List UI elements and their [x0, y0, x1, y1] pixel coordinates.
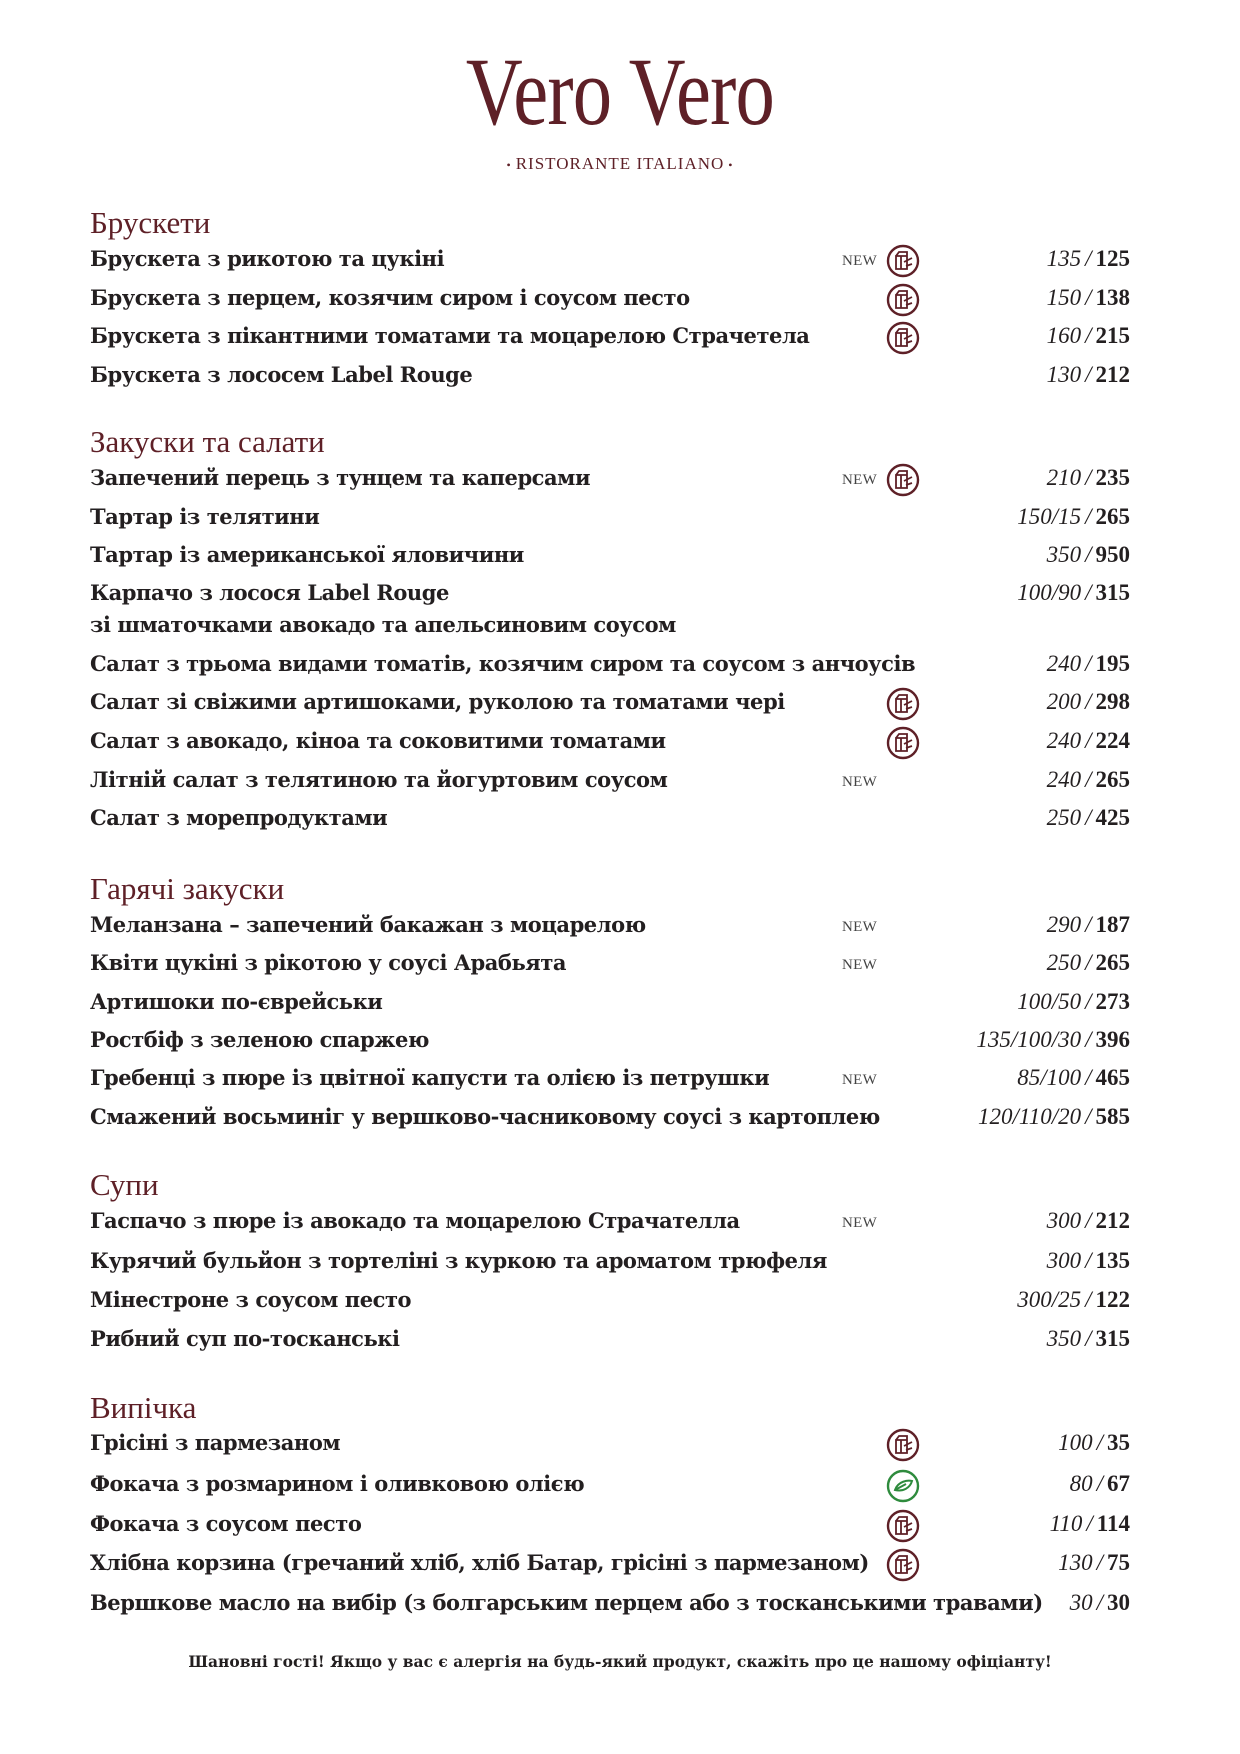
menu-item — [90, 1504, 1130, 1544]
dish-weight: 300 — [1046, 1208, 1082, 1233]
dish-name — [90, 951, 566, 975]
logo-title: Vero Vero — [465, 38, 775, 145]
dish-cost: 75 — [1107, 1550, 1130, 1575]
menu-item — [90, 278, 1130, 318]
dish-name-line: Артишоки по-єврейськи — [90, 989, 383, 1014]
menu-item — [90, 1543, 1130, 1583]
menu-item — [90, 1201, 1130, 1241]
section-title: Випічка — [90, 1390, 197, 1425]
dish-cost: 215 — [1095, 323, 1130, 348]
section-title: Гарячі закуски — [90, 871, 285, 906]
price-separator: / — [1085, 689, 1092, 714]
dish-name — [90, 1288, 411, 1312]
dish-price — [1017, 1066, 1130, 1090]
restaurant-logo — [0, 40, 1240, 174]
menu-item — [90, 682, 1130, 722]
dish-price — [1047, 543, 1130, 567]
menu-item — [90, 1319, 1130, 1359]
dish-weight: 85/100 — [1017, 1065, 1082, 1090]
price-separator: / — [1086, 1511, 1093, 1536]
menu-item — [90, 355, 1130, 395]
menu-item — [90, 905, 1130, 945]
dish-name — [90, 363, 472, 387]
price-separator: / — [1085, 465, 1092, 490]
dish-name — [90, 1105, 880, 1129]
new-badge: NEW — [842, 253, 878, 269]
dish-cost: 950 — [1095, 542, 1130, 567]
dish-weight: 100/90 — [1017, 580, 1082, 605]
dish-name — [90, 1591, 1043, 1615]
price-separator: / — [1096, 1590, 1103, 1615]
price-separator: / — [1085, 246, 1092, 271]
price-separator: / — [1085, 504, 1092, 529]
vegetarian-icon — [886, 687, 920, 721]
dish-name — [90, 1472, 584, 1496]
dish-name — [90, 806, 387, 830]
dish-cost: 138 — [1095, 285, 1130, 310]
dish-price — [1047, 729, 1130, 753]
dish-name — [90, 990, 382, 1014]
vegetarian-icon — [886, 321, 920, 355]
price-separator: / — [1085, 323, 1092, 348]
dish-price — [1047, 806, 1130, 830]
price-separator: / — [1085, 950, 1092, 975]
dish-cost: 273 — [1095, 989, 1130, 1014]
dish-name-line: Брускета з перцем, козячим сиром і соусом песто — [90, 285, 690, 310]
dish-name-line: Тартар із телятини — [90, 504, 320, 529]
section-title: Супи — [90, 1167, 159, 1202]
dish-name — [90, 1249, 827, 1273]
dish-name-line: Брускета з лососем Label Rouge — [90, 362, 473, 387]
menu-item — [90, 798, 1130, 838]
dish-cost: 135 — [1095, 1248, 1130, 1273]
menu-item — [90, 316, 1130, 356]
dish-weight: 250 — [1046, 805, 1082, 830]
dish-weight: 80 — [1069, 1471, 1093, 1496]
dish-weight: 30 — [1069, 1590, 1093, 1615]
dish-name — [90, 466, 590, 490]
dish-price — [1047, 363, 1130, 387]
new-badge: NEW — [842, 472, 878, 488]
dish-cost: 35 — [1107, 1430, 1130, 1455]
dish-name-line: Квіти цукіні з рікотою у соусі Арабьята — [90, 950, 567, 975]
dish-name-line: Вершкове масло на вибір (з болгарським перцем або з тосканськими травами) — [90, 1590, 1043, 1615]
section-title: Закуски та салати — [90, 424, 325, 459]
menu-item — [90, 1020, 1130, 1060]
dish-weight: 135 — [1046, 246, 1082, 271]
dish-name — [90, 324, 809, 348]
dish-weight: 240 — [1046, 651, 1082, 676]
bullet-icon: • — [728, 157, 734, 172]
menu-item — [90, 760, 1130, 800]
dish-cost: 195 — [1095, 651, 1130, 676]
dish-weight: 350 — [1046, 1326, 1082, 1351]
dish-cost: 235 — [1095, 465, 1130, 490]
dish-price — [976, 1028, 1130, 1052]
price-separator: / — [1085, 580, 1092, 605]
dish-description: зі шматочками авокадо та апельсиновим соусом — [90, 612, 676, 637]
dish-name — [90, 505, 319, 529]
dish-name-line: Рибний суп по-тосканські — [90, 1326, 400, 1351]
dish-name — [90, 543, 524, 567]
dish-weight: 350 — [1046, 542, 1082, 567]
dish-name-line: Гребенці з пюре із цвітної капусти та олією із петрушки — [90, 1065, 770, 1090]
dish-name-line: Салат з трьома видами томатів, козячим сиром та соусом з анчоусів — [90, 651, 916, 676]
menu-item — [90, 943, 1130, 983]
vegetarian-icon — [886, 1428, 920, 1462]
dish-name — [90, 581, 676, 637]
dish-price — [1017, 990, 1130, 1014]
dish-name-line: Салат з авокадо, кіноа та соковитими томатами — [90, 728, 666, 753]
new-badge: NEW — [842, 957, 878, 973]
dish-price — [1050, 1512, 1130, 1536]
dish-name — [90, 652, 915, 676]
dish-name-line: Смажений восьминіг у вершково-часниковому соусі з картоплею — [90, 1104, 880, 1129]
menu-item — [90, 239, 1130, 279]
dish-name — [90, 1066, 769, 1090]
menu-item — [90, 1280, 1130, 1320]
dish-weight: 250 — [1046, 950, 1082, 975]
vegetarian-icon — [886, 244, 920, 278]
menu-item — [90, 573, 1130, 637]
price-separator: / — [1085, 805, 1092, 830]
price-separator: / — [1085, 362, 1092, 387]
dish-price — [1047, 247, 1130, 271]
dish-name — [90, 286, 690, 310]
section-title: Брускети — [90, 205, 211, 240]
dish-weight: 100/50 — [1017, 989, 1082, 1014]
dish-weight: 120/110/20 — [978, 1104, 1082, 1129]
menu-item — [90, 1464, 1130, 1504]
dish-cost: 265 — [1095, 950, 1130, 975]
allergy-note: Шановні гості! Якщо у вас є алергія на будь-який продукт, скажіть про це нашому офіціанту! — [188, 1652, 1052, 1671]
dish-price — [1047, 286, 1130, 310]
vegetarian-icon — [886, 463, 920, 497]
dish-weight: 135/100/30 — [976, 1027, 1082, 1052]
dish-name — [90, 729, 666, 753]
menu-item — [90, 1058, 1130, 1098]
dish-cost: 465 — [1095, 1065, 1130, 1090]
dish-name — [90, 1431, 340, 1455]
dish-name-line: Фокача з соусом песто — [90, 1511, 362, 1536]
dish-price — [1058, 1551, 1130, 1575]
dish-weight: 130 — [1046, 362, 1082, 387]
dish-cost: 67 — [1107, 1471, 1130, 1496]
dish-weight: 150 — [1046, 285, 1082, 310]
price-separator: / — [1085, 1248, 1092, 1273]
logo-subtitle-text: RISTORANTE ITALIANO — [515, 154, 725, 173]
dish-weight: 300/25 — [1017, 1287, 1082, 1312]
dish-cost: 224 — [1095, 728, 1130, 753]
dish-name — [90, 1028, 429, 1052]
dish-name-line: Курячий бульйон з тортеліні з куркою та ароматом трюфеля — [90, 1248, 827, 1273]
dish-name — [90, 1551, 869, 1575]
dish-cost: 585 — [1095, 1104, 1130, 1129]
dish-name-line: Салат з морепродуктами — [90, 805, 388, 830]
dish-name — [90, 1512, 361, 1536]
menu-item — [90, 644, 1130, 684]
dish-cost: 212 — [1095, 362, 1130, 387]
dish-name-line: Карпачо з лосося Label Rouge — [90, 580, 449, 605]
dish-name-line: Меланзана – запечений бакажан з моцарелою — [90, 912, 646, 937]
dish-price — [1047, 1327, 1130, 1351]
vegetarian-icon — [886, 726, 920, 760]
dish-price — [1047, 466, 1130, 490]
price-separator: / — [1096, 1430, 1103, 1455]
dish-name-line: Запечений перець з тунцем та каперсами — [90, 465, 591, 490]
menu-item — [90, 1423, 1130, 1463]
menu-item — [90, 982, 1130, 1022]
dish-weight: 300 — [1046, 1248, 1082, 1273]
price-separator: / — [1085, 1287, 1092, 1312]
price-separator: / — [1085, 1027, 1092, 1052]
vegetarian-icon — [886, 283, 920, 317]
price-separator: / — [1085, 542, 1092, 567]
dish-weight: 150/15 — [1017, 504, 1082, 529]
new-badge: NEW — [842, 774, 878, 790]
dish-price — [1070, 1472, 1130, 1496]
dish-cost: 298 — [1095, 689, 1130, 714]
vegan-icon — [886, 1469, 920, 1503]
dish-price — [1047, 768, 1130, 792]
menu-item — [90, 1241, 1130, 1281]
dish-price — [1047, 1249, 1130, 1273]
dish-price — [1047, 324, 1130, 348]
dish-weight: 100 — [1058, 1430, 1093, 1455]
dish-cost: 425 — [1095, 805, 1130, 830]
price-separator: / — [1085, 728, 1092, 753]
dish-name-line: Літній салат з телятиною та йогуртовим соусом — [90, 767, 668, 792]
price-separator: / — [1085, 912, 1092, 937]
menu-item — [90, 721, 1130, 761]
price-separator: / — [1085, 989, 1092, 1014]
dish-cost: 315 — [1095, 1326, 1130, 1351]
dish-name-line: Брускета з пікантними томатами та моцарелою Страчетела — [90, 323, 810, 348]
new-badge: NEW — [842, 919, 878, 935]
dish-price — [978, 1105, 1130, 1129]
dish-name — [90, 1209, 740, 1233]
dish-price — [1047, 913, 1130, 937]
dish-name-line: Салат зі свіжими артишоками, руколою та томатами чері — [90, 689, 785, 714]
price-separator: / — [1085, 1065, 1092, 1090]
price-separator: / — [1085, 285, 1092, 310]
dish-price — [1047, 690, 1130, 714]
price-separator: / — [1085, 1208, 1092, 1233]
dish-weight: 110 — [1049, 1511, 1083, 1536]
dish-cost: 315 — [1095, 580, 1130, 605]
dish-weight: 200 — [1046, 689, 1082, 714]
dish-name — [90, 247, 444, 271]
price-separator: / — [1096, 1550, 1103, 1575]
dish-weight: 290 — [1046, 912, 1082, 937]
dish-price — [1017, 581, 1130, 605]
new-badge: NEW — [842, 1072, 878, 1088]
dish-cost: 187 — [1095, 912, 1130, 937]
dish-cost: 396 — [1095, 1027, 1130, 1052]
dish-name-line: Гаспачо з пюре із авокадо та моцарелою Страчателла — [90, 1208, 740, 1233]
dish-price — [1047, 652, 1130, 676]
vegetarian-icon — [886, 1548, 920, 1582]
dish-cost: 30 — [1107, 1590, 1130, 1615]
dish-weight: 240 — [1046, 728, 1082, 753]
dish-name-line: Хлібна корзина (гречаний хліб, хліб Батар, грісіні з пармезаном) — [90, 1550, 869, 1575]
dish-price — [1047, 951, 1130, 975]
dish-price — [1047, 1209, 1130, 1233]
dish-name — [90, 690, 785, 714]
price-separator: / — [1085, 1104, 1092, 1129]
price-separator: / — [1085, 1326, 1092, 1351]
dish-name — [90, 768, 667, 792]
dish-price — [1017, 1288, 1130, 1312]
new-badge: NEW — [842, 1215, 878, 1231]
dish-cost: 212 — [1095, 1208, 1130, 1233]
dish-cost: 114 — [1096, 1511, 1130, 1536]
dish-price — [1070, 1591, 1130, 1615]
dish-name-line: Ростбіф з зеленою спаржею — [90, 1027, 429, 1052]
dish-cost: 125 — [1095, 246, 1130, 271]
dish-weight: 240 — [1046, 767, 1082, 792]
dish-cost: 265 — [1095, 767, 1130, 792]
price-separator: / — [1085, 651, 1092, 676]
dish-name-line: Грісіні з пармезаном — [90, 1430, 341, 1455]
menu-item — [90, 1097, 1130, 1137]
dish-name-line: Брускета з рикотою та цукіні — [90, 246, 445, 271]
dish-weight: 130 — [1058, 1550, 1093, 1575]
dish-name — [90, 913, 646, 937]
dish-weight: 210 — [1046, 465, 1082, 490]
menu-item — [90, 535, 1130, 575]
menu-item — [90, 1583, 1130, 1623]
vegetarian-icon — [886, 1509, 920, 1543]
dish-name-line: Тартар із американської яловичини — [90, 542, 524, 567]
dish-name — [90, 1327, 400, 1351]
dish-name-line: Мінестроне з соусом песто — [90, 1287, 412, 1312]
bullet-icon: • — [506, 157, 512, 172]
dish-price — [1058, 1431, 1130, 1455]
menu-item — [90, 497, 1130, 537]
dish-weight: 160 — [1046, 323, 1082, 348]
dish-name-line: Фокача з розмарином і оливковою олією — [90, 1471, 585, 1496]
dish-cost: 122 — [1095, 1287, 1130, 1312]
menu-item — [90, 458, 1130, 498]
dish-price — [1017, 505, 1130, 529]
price-separator: / — [1085, 767, 1092, 792]
dish-cost: 265 — [1095, 504, 1130, 529]
price-separator: / — [1096, 1471, 1103, 1496]
logo-subtitle — [0, 154, 1240, 174]
